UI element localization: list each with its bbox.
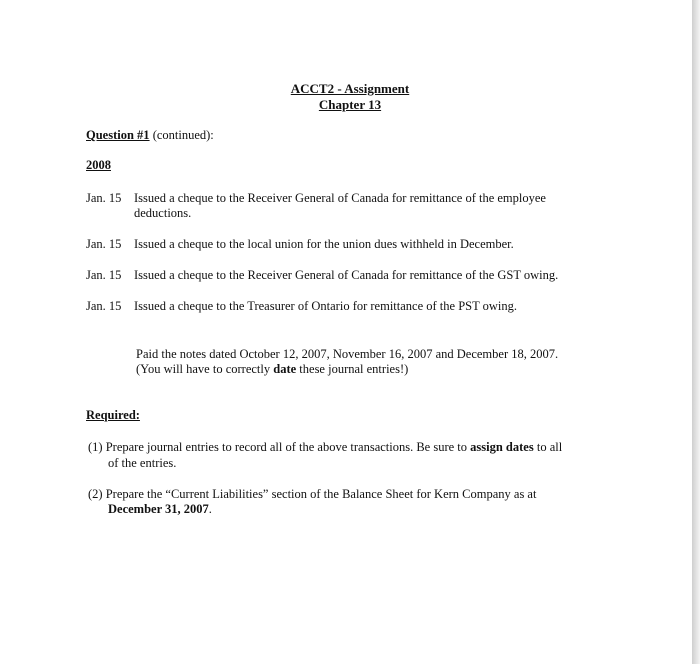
required-item-1-text: (1) Prepare journal entries to record all of the above transactions. Be sure to <box>88 440 471 454</box>
transaction-date: Jan. 15 <box>86 299 122 313</box>
transaction-date: Jan. 15 <box>86 237 122 251</box>
required-item-1 <box>88 440 562 455</box>
transaction-text: Issued a cheque to the Receiver General of Canada for remittance of the employee <box>134 191 546 205</box>
required-heading: Required: <box>86 408 140 422</box>
required-item-2-continued <box>108 502 212 517</box>
required-item-1-continued: of the entries. <box>108 456 177 470</box>
required-item-2: (2) Prepare the “Current Liabilities” section of the Balance Sheet for Kern Company as at <box>88 487 537 501</box>
question-heading <box>86 128 214 143</box>
notes-line-1: Paid the notes dated October 12, 2007, November 16, 2007 and December 18, 2007. <box>136 347 559 361</box>
transaction-date: Jan. 15 <box>86 268 122 282</box>
transaction-text-continued: deductions. <box>134 206 192 220</box>
notes-line-2 <box>136 362 408 377</box>
year-heading: 2008 <box>86 158 111 172</box>
assignment-title: ACCT2 - Assignment <box>290 81 410 96</box>
transaction-text: Issued a cheque to the Receiver General of Canada for remittance of the GST owing. <box>134 268 559 282</box>
question-suffix: (continued): <box>149 128 214 142</box>
notes-bold-date: date <box>273 362 297 376</box>
required-item-1-bold: assign dates <box>470 440 534 454</box>
notes-text-end: these journal entries!) <box>296 362 409 376</box>
question-label: Question #1 <box>86 128 150 142</box>
transaction-text: Issued a cheque to the Treasurer of Ontario for remittance of the PST owing. <box>134 299 518 313</box>
chapter-title: Chapter 13 <box>318 97 382 112</box>
required-item-1-end: to all <box>533 440 563 454</box>
transaction-text: Issued a cheque to the local union for the union dues withheld in December. <box>134 237 514 251</box>
transaction-date: Jan. 15 <box>86 191 122 205</box>
notes-text: (You will have to correctly <box>136 362 274 376</box>
required-item-2-bold: December 31, 2007 <box>108 502 209 516</box>
required-item-2-end: . <box>208 502 212 516</box>
